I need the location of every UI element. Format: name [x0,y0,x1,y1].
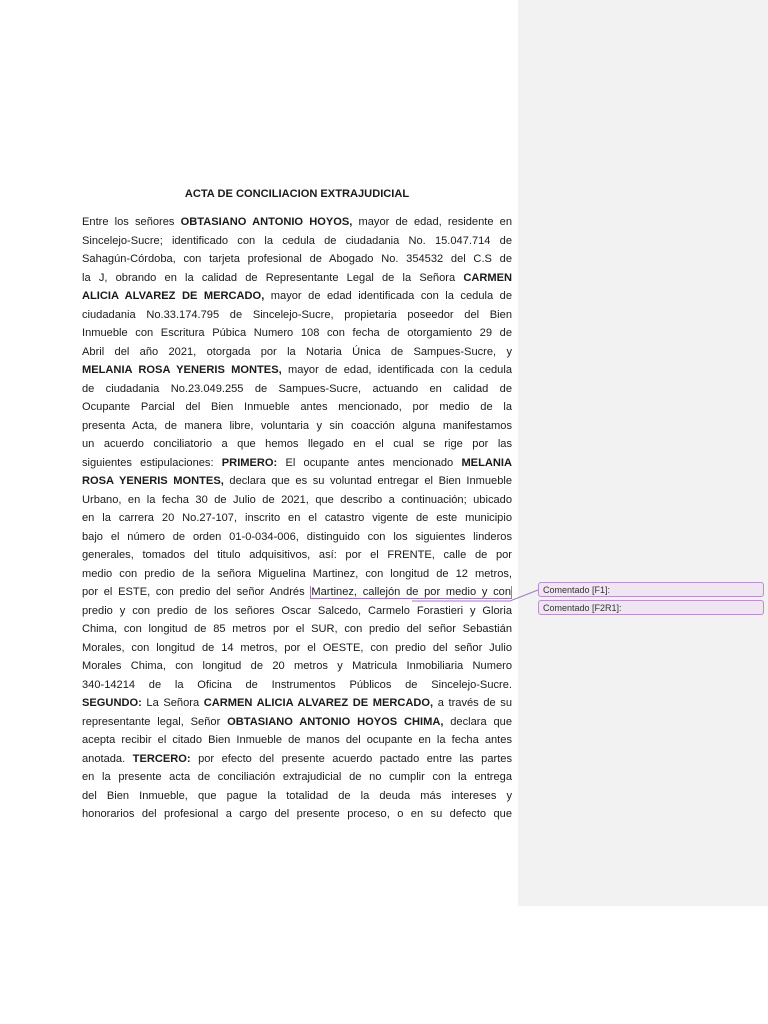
document-line: acepta recibir el citado Bien Inmueble de manos del ocupante en la fecha antes [82,734,512,746]
document-line: de ciudadania No.23.049.255 de Sampues-Sucre, actuando en calidad de [82,382,512,395]
document-line: Sahagún-Córdoba, con tarjeta profesional de Abogado No. 354532 del C.S de [82,253,512,265]
comment-balloon-f2r1[interactable] [538,600,764,615]
document-line: Inmueble con Escritura Púbica Numero 108 con fecha de otorgamiento 29 de [82,327,512,339]
document-line: bajo el número de orden 01-0-034-006, distinguido con los siguientes linderos [82,530,512,543]
document-body [82,184,512,824]
document-line: en la carrera 20 No.27-107, inscrito en el catastro vigente de este municipio [82,512,512,524]
document-line: del Bien Inmueble, que pague la totalidad de la deuda más intereses y [82,789,512,802]
document-line: honorarios del profesional a cargo del presente proceso, o en su defecto que [82,808,512,820]
document-line: Ocupante Parcial del Bien Inmueble antes mencionado, por medio de la [82,401,512,413]
document-line: Abril del año 2021, otorgada por la Notaria Única de Sampues-Sucre, y [82,345,512,358]
document-line: Morales Chima, con longitud de 20 metros y Matricula Inmobiliaria Numero [82,660,512,672]
document-line: medio con predio de la señora Miguelina Martinez, con longitud de 12 metros, [82,567,512,580]
document-line: Morales, con longitud de 14 metros, por el OESTE, con predio del señor Julio [82,641,512,654]
document-line: MELANIA ROSA YENERIS MONTES, mayor de edad, identificada con la cedula [82,364,512,376]
document-line: Entre los señores OBTASIANO ANTONIO HOYOS, mayor de edad, residente en [82,216,513,228]
document-line: ROSA YENERIS MONTES, declara que es su voluntad entregar el Bien Inmueble [82,475,512,487]
document-line: Chima, con longitud de 85 metros por el SUR, con predio del señor Sebastián [82,623,512,635]
comment-label: Comentado [F1]: [543,585,611,595]
document-line: generales, tomados del titulo adquisitivos, así: por el FRENTE, calle de por [82,549,512,561]
document-title: ACTA DE CONCILIACION EXTRAJUDICIAL [184,188,410,200]
document-line: en la presente acta de conciliación extrajudicial de no cumplir con la entrega [82,771,512,783]
document-line: ALICIA ALVAREZ DE MERCADO, mayor de edad identificada con la cedula de [82,290,512,302]
comments-margin-pane [518,0,768,906]
document-line: Sincelejo-Sucre; identificado con la cedula de ciudadania No. 15.047.714 de [82,234,512,247]
document-line: 340-14214 de la Oficina de Instrumentos Públicos de Sincelejo-Sucre. [82,678,512,691]
comment-label: Comentado [F2R1]: [543,603,622,613]
document-line: Urbano, en la fecha 30 de Julio de 2021, que describo a continuación; ubicado [82,493,512,506]
document-line: ciudadania No.33.174.795 de Sincelejo-Sucre, propietaria poseedor del Bien [82,308,512,321]
document-line: representante legal, Señor OBTASIANO ANTONIO HOYOS CHIMA, declara que [82,715,512,728]
document-line: anotada. TERCERO: por efecto del presente acuerdo pactado entre las partes [82,752,513,765]
document-line: la J, obrando en la calidad de Representante Legal de la Señora CARMEN [82,271,512,284]
document-line: predio y con predio de los señores Oscar Salcedo, Carmelo Forastieri y Gloria [82,604,512,617]
document-line: SEGUNDO: La Señora CARMEN ALICIA ALVAREZ DE MERCADO, a través de su [82,697,513,709]
document-line: por el ESTE, con predio del señor Andrés Martinez, callejón de por medio y con [82,586,512,598]
comment-balloon-f1[interactable] [538,582,764,597]
document-text [82,213,512,824]
document-line: un acuerdo conciliatorio a que hemos llegado en el cual se rige por las [82,438,512,450]
document-line: presenta Acta, de manera libre, voluntaria y sin coacción alguna manifestamos [82,419,512,432]
document-line: siguientes estipulaciones: PRIMERO: El ocupante antes mencionado MELANIA [82,456,512,469]
